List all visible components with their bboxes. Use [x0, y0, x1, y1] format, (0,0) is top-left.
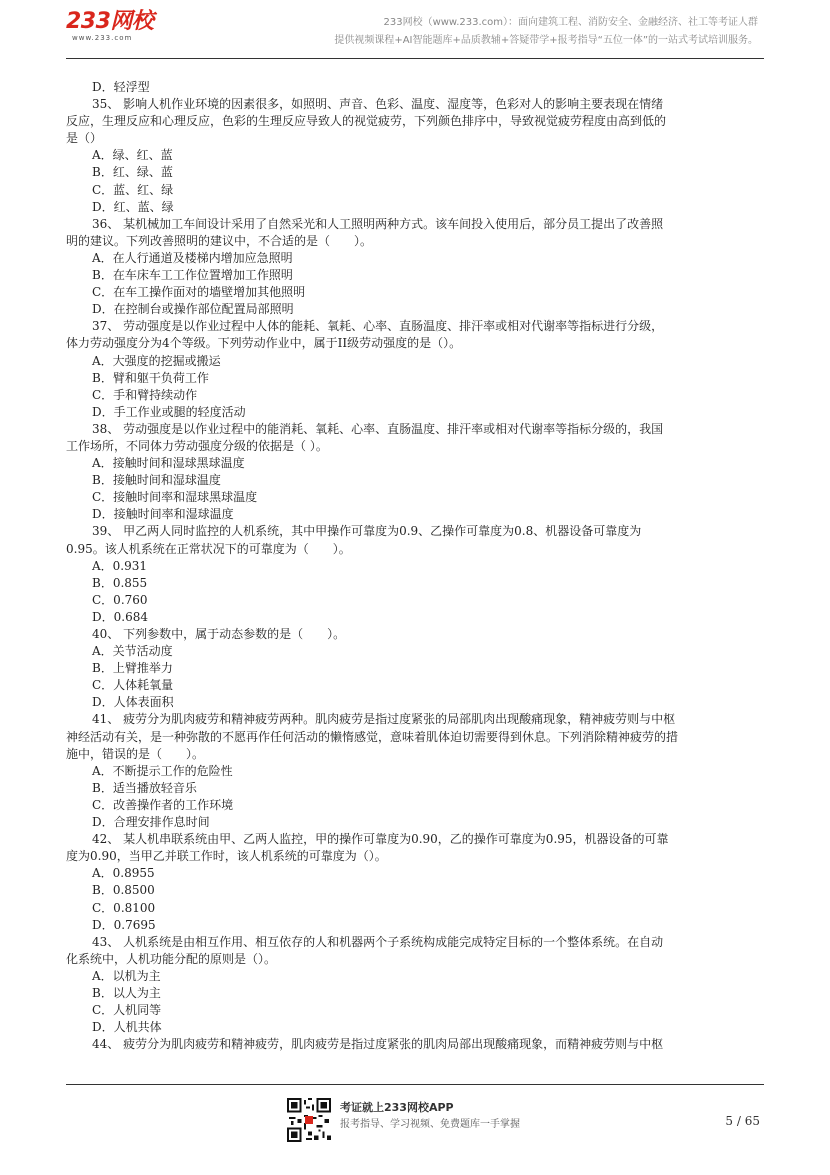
- text-line: A．绿、红、蓝: [92, 148, 173, 163]
- text-line: 39、 甲乙两人同时监控的人机系统，其中甲操作可靠度为0.9、乙操作可靠度为0.8、机器设备可靠度为: [92, 524, 642, 539]
- text-line: C．接触时间率和湿球黑球温度: [92, 490, 258, 505]
- text-line: B．0.8500: [92, 883, 155, 898]
- text-line: 是（）: [66, 131, 103, 146]
- text-line: B．以人为主: [92, 985, 161, 1000]
- text-line: A．以机为主: [92, 968, 161, 983]
- text-line: C．手和臂持续动作: [92, 387, 198, 402]
- text-line: C．0.8100: [92, 900, 156, 915]
- header-tagline: [334, 14, 758, 50]
- text-line: D．人体表面积: [92, 695, 174, 710]
- text-line: C．0.760: [92, 592, 148, 607]
- text-line: 36、 某机械加工车间设计采用了自然采光和人工照明两种方式。该车间投入使用后，部分员工提出了改善照: [92, 216, 664, 231]
- text-line: 反应，生理反应和心理反应，色彩的生理反应导致人的视觉疲劳，下列颜色排序中，导致视觉疲劳程度由高到低的: [66, 114, 667, 129]
- text-line: B．臂和躯干负荷工作: [92, 370, 209, 385]
- text-line: 35、 影响人机作业环境的因素很多，如照明、声音、色彩、温度、湿度等，色彩对人的影响主要表现在情绪: [92, 97, 664, 112]
- text-line: 化系统中，人机功能分配的原则是（）。: [66, 951, 277, 966]
- page-number: 5 / 65: [725, 1114, 760, 1128]
- text-line: 度为0.90，当甲乙并联工作时，该人机系统的可靠度为（）。: [66, 849, 387, 864]
- text-line: A．不断提示工作的危险性: [92, 763, 233, 778]
- text-line: A．0.8955: [92, 866, 155, 881]
- text-line: C．人机同等: [92, 1003, 162, 1018]
- footer-promo: [340, 1100, 520, 1134]
- text-line: 0.95。该人机系统在正常状况下的可靠度为（ ）。: [66, 541, 351, 556]
- text-line: B．在车床车工工作位置增加工作照明: [92, 268, 293, 283]
- text-line: B．0.855: [92, 575, 148, 590]
- text-line: D．手工作业或腿的轻度活动: [92, 404, 246, 419]
- tagline-line-2: 提供视频课程+AI智能题库+品质教辅+答疑带学+报考指导“五位一体”的一站式考试培训服务。: [334, 35, 758, 46]
- text-line: A．大强度的挖掘或搬运: [92, 353, 221, 368]
- footer-divider: [66, 1084, 764, 1085]
- page-header: [0, 0, 830, 60]
- text-line: 40、 下列参数中，属于动态参数的是（ ）。: [92, 627, 346, 641]
- text-line: D．红、蓝、绿: [92, 199, 174, 214]
- text-line: 37、 劳动强度是以作业过程中人体的能耗、氧耗、心率、直肠温度、排汗率或相对代谢率等指标进行分级，: [92, 319, 664, 334]
- header-divider: [66, 58, 764, 59]
- text-line: 体力劳动强度分为4个等级。下列劳动作业中，属于II级劳动强度的是（）。: [66, 336, 462, 351]
- text-line: D．轻浮型: [92, 80, 150, 94]
- tagline-line-1: 233网校（www.233.com）：面向建筑工程、消防安全、金融经济、社工等考证人群: [383, 17, 758, 28]
- text-line: B．红、绿、蓝: [92, 165, 173, 180]
- text-line: 工作场所，不同体力劳动强度分级的依据是（ ）。: [66, 438, 328, 453]
- qr-code-icon: [287, 1098, 331, 1142]
- text-line: D．接触时间率和湿球温度: [92, 507, 234, 522]
- text-line: B．接触时间和湿球温度: [92, 473, 221, 488]
- document-body: [66, 79, 764, 1053]
- text-line: D．人机共体: [92, 1020, 162, 1035]
- text-line: B．上臂推举力: [92, 661, 173, 676]
- text-line: 43、 人机系统是由相互作用、相互依存的人和机器两个子系统构成能完成特定目标的一个整体系统。在自动: [92, 934, 664, 949]
- text-line: A．关节活动度: [92, 644, 173, 659]
- text-line: C．在车工操作面对的墙壁增加其他照明: [92, 285, 306, 300]
- text-line: D．0.684: [92, 609, 148, 624]
- text-line: D．0.7695: [92, 917, 156, 932]
- text-line: A．在人行通道及楼梯内增加应急照明: [92, 250, 293, 265]
- text-line: 41、 疲劳分为肌肉疲劳和精神疲劳两种。肌肉疲劳是指过度紧张的局部肌肉出现酸痛现象，精神疲劳则与中枢: [92, 712, 676, 727]
- text-line: C．蓝、红、绿: [92, 182, 174, 197]
- text-line: D．在控制台或操作部位配置局部照明: [92, 302, 294, 317]
- footer-app-subtitle: 报考指导、学习视频、免费题库一手掌握: [340, 1119, 520, 1130]
- footer-app-title: 考证就上233网校APP: [340, 1101, 454, 1114]
- text-line: 神经活动有关，是一种弥散的不愿再作任何活动的懒惰感觉，意味着肌体迫切需要得到休息。下列消除精神疲劳的措: [66, 729, 679, 744]
- text-line: 42、 某人机串联系统由甲、乙两人监控，甲的操作可靠度为0.90，乙的操作可靠度为0.95，机器设备的可靠: [92, 832, 669, 847]
- text-line: 38、 劳动强度是以作业过程中的能消耗、氧耗、心率、直肠温度、排汗率或相对代谢率等指标分级的，我国: [92, 421, 664, 436]
- text-line: A．接触时间和湿球黑球温度: [92, 456, 245, 471]
- text-line: C．人体耗氧量: [92, 678, 174, 693]
- text-line: A．0.931: [92, 558, 148, 573]
- logo-url: www.233.com: [72, 34, 133, 42]
- logo[interactable]: [66, 10, 153, 42]
- text-line: 明的建议。下列改善照明的建议中，不合适的是（ ）。: [66, 233, 373, 248]
- logo-text: 233网校: [66, 9, 154, 34]
- text-line: D．合理安排作息时间: [92, 815, 210, 830]
- text-line: C．改善操作者的工作环境: [92, 797, 234, 812]
- text-line: 44、 疲劳分为肌肉疲劳和精神疲劳，肌肉疲劳是指过度紧张的肌肉局部出现酸痛现象，而精神疲劳则与中枢: [92, 1037, 664, 1052]
- text-line: 施中，错误的是（ ）。: [66, 746, 205, 761]
- text-line: B．适当播放轻音乐: [92, 780, 197, 795]
